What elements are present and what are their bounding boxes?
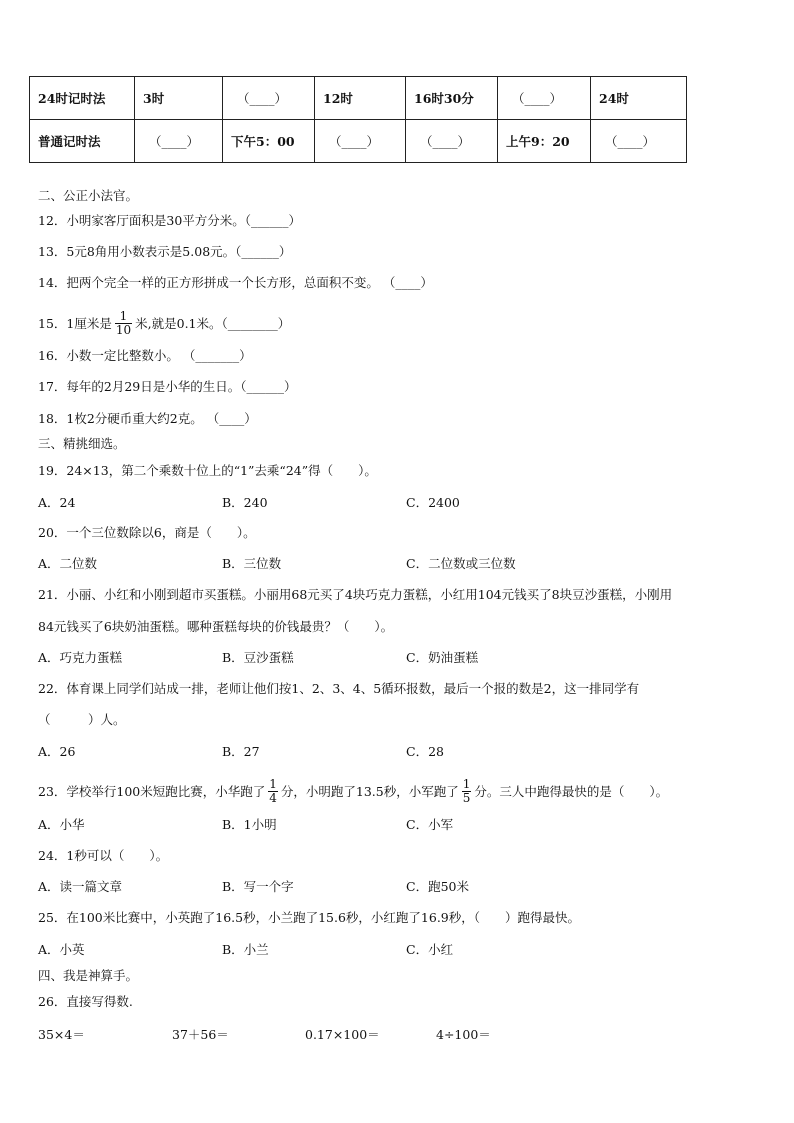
table-cell: 24时记时法 (30, 77, 135, 120)
option-a[interactable]: A．二位数 (38, 556, 98, 571)
option-c[interactable]: C．跑50米 (406, 879, 469, 894)
fraction (462, 778, 472, 805)
option-b[interactable]: B．240 (222, 495, 268, 510)
option-b[interactable]: B．1小明 (222, 817, 277, 832)
question-15-prefix: 15．1厘米是 (38, 316, 112, 331)
option-b[interactable]: B．写一个字 (222, 879, 294, 894)
option-c[interactable]: C．小红 (406, 942, 454, 957)
option-b[interactable]: B．小兰 (222, 942, 269, 957)
time-conversion-table (29, 76, 687, 163)
question-20: 20．一个三位数除以6，商是（ ）。 (38, 525, 256, 540)
option-a[interactable]: A．24 (38, 495, 76, 510)
question-21-line1: 21．小丽、小红和小刚到超市买蛋糕。小丽用68元买了4块巧克力蛋糕，小红用104元钱买了8块豆沙蛋糕，小刚用 (38, 587, 673, 602)
table-cell: 16时30分 (406, 77, 498, 120)
question-13: 13．5元8角用小数表示是5.08元。（______） (38, 244, 292, 259)
fraction-numerator: 1 (115, 310, 132, 324)
option-b[interactable]: B．27 (222, 744, 260, 759)
answer-blank[interactable]: （____） (498, 77, 591, 120)
question-23-middle: 分，小明跑了13.5秒，小军跑了 (280, 784, 459, 799)
fraction-numerator: 1 (269, 777, 277, 791)
question-25: 25．在100米比赛中，小英跑了16.5秒，小兰跑了15.6秒，小红跑了16.9秒，（ ）跑得最快。 (38, 910, 581, 925)
fraction-denominator: 10 (115, 323, 132, 337)
option-b[interactable]: B．豆沙蛋糕 (222, 650, 294, 665)
question-15-suffix: 米,就是0.1米。（________） (135, 316, 291, 331)
calc-item: 35×4＝ (38, 1027, 85, 1042)
section-heading: 三、精挑细选。 (38, 436, 126, 451)
option-c[interactable]: C．2400 (406, 495, 460, 510)
table-cell: 下午5：00 (223, 120, 315, 163)
answer-blank[interactable]: （____） (315, 120, 406, 163)
question-18: 18．1枚2分硬币重大约2克。 （____） (38, 411, 257, 426)
answer-blank[interactable]: （____） (406, 120, 498, 163)
option-c[interactable]: C．28 (406, 744, 444, 759)
table-row (30, 77, 687, 120)
calc-item: 4÷100＝ (436, 1027, 491, 1042)
table-row (30, 120, 687, 163)
option-a[interactable]: A．读一篇文章 (38, 879, 123, 894)
question-15 (38, 311, 764, 338)
fraction-numerator: 1 (462, 777, 471, 791)
fraction (115, 310, 132, 337)
table-cell: 普通记时法 (30, 120, 135, 163)
answer-blank[interactable]: （____） (223, 77, 315, 120)
question-22-line2: （ ）人。 (38, 712, 126, 727)
question-24: 24．1秒可以（ ）。 (38, 848, 169, 863)
calc-item: 37＋56＝ (172, 1027, 229, 1042)
question-14: 14．把两个完全一样的正方形拼成一个长方形，总面积不变。 （____） (38, 275, 433, 290)
fraction (268, 778, 278, 805)
fraction-denominator: 4 (269, 791, 277, 805)
option-c[interactable]: C．奶油蛋糕 (406, 650, 479, 665)
question-12: 12．小明家客厅面积是30平方分米。（______） (38, 213, 302, 228)
answer-blank[interactable]: （____） (135, 120, 223, 163)
table-cell: 上午9：20 (498, 120, 591, 163)
question-22-line1: 22．体育课上同学们站成一排，老师让他们按1、2、3、4、5循环报数，最后一个报的数是2，这一排同学有 (38, 681, 640, 696)
option-a[interactable]: A．小英 (38, 942, 85, 957)
option-c[interactable]: C．小军 (406, 817, 454, 832)
table-cell: 3时 (135, 77, 223, 120)
option-b[interactable]: B．三位数 (222, 556, 282, 571)
table-cell: 12时 (315, 77, 406, 120)
question-23 (38, 779, 764, 806)
option-a[interactable]: A．小华 (38, 817, 85, 832)
question-21-line2: 84元钱买了6块奶油蛋糕。哪种蛋糕每块的价钱最贵？（ ）。 (38, 619, 394, 634)
option-c[interactable]: C．二位数或三位数 (406, 556, 516, 571)
table-cell: 24时 (591, 77, 687, 120)
question-23-prefix: 23．学校举行100米短跑比赛，小华跑了 (38, 784, 266, 799)
section-heading: 四、我是神算手。 (38, 968, 139, 983)
section-heading: 二、公正小法官。 (38, 188, 139, 203)
question-16: 16．小数一定比整数小。 （_______） (38, 348, 252, 363)
question-26: 26．直接写得数. (38, 994, 133, 1009)
question-23-suffix: 分。三人中跑得最快的是（ ）。 (474, 784, 669, 799)
fraction-denominator: 5 (462, 791, 471, 805)
calc-item: 0.17×100＝ (305, 1027, 380, 1042)
answer-blank[interactable]: （____） (591, 120, 687, 163)
option-a[interactable]: A．26 (38, 744, 76, 759)
option-a[interactable]: A．巧克力蛋糕 (38, 650, 123, 665)
question-17: 17．每年的2月29日是小华的生日。（______） (38, 379, 297, 394)
question-19: 19．24×13，第二个乘数十位上的“1”去乘“24”得（ ）。 (38, 463, 377, 478)
